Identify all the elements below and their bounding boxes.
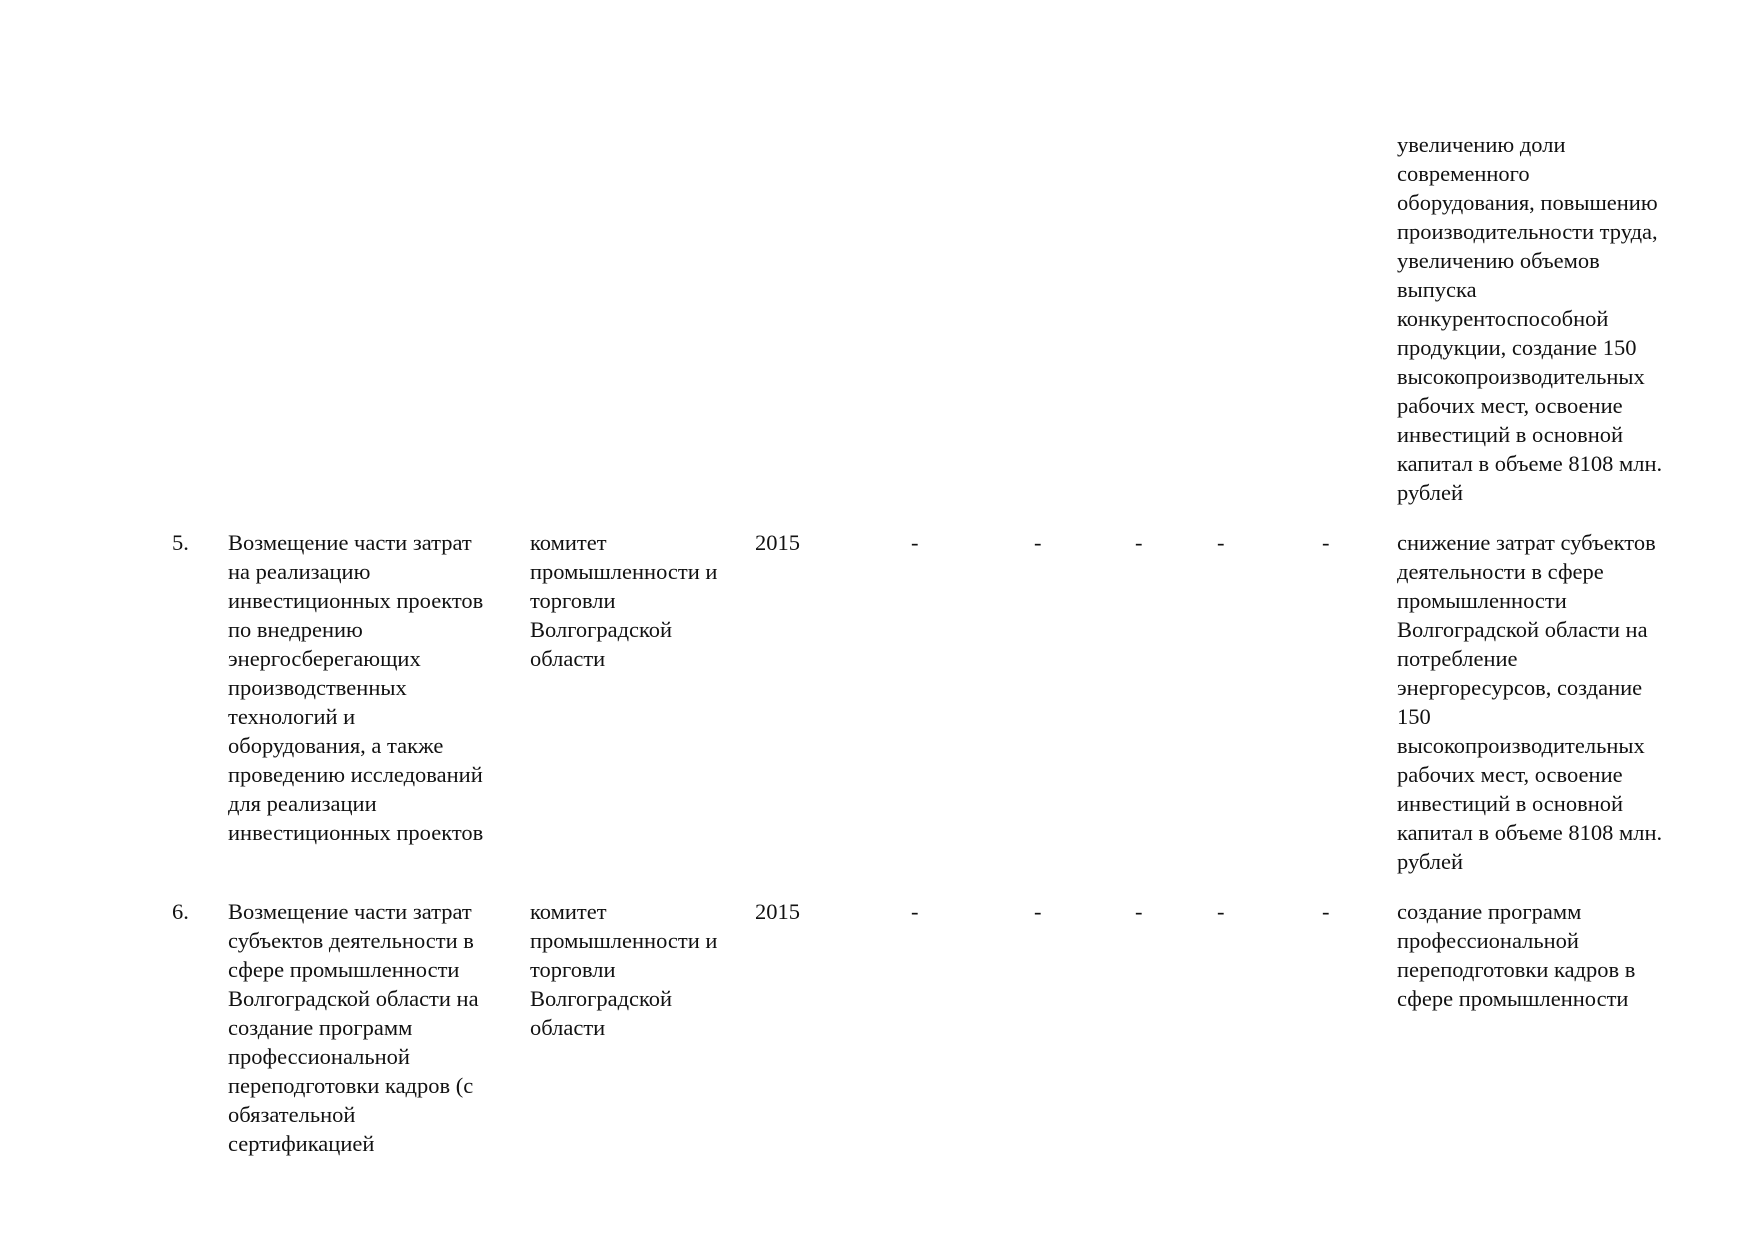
row-number: 6. <box>172 899 189 924</box>
funding-value: - <box>1217 530 1225 555</box>
funding-value: - <box>1135 530 1143 555</box>
funding-value: - <box>1217 899 1225 924</box>
funding-value: - <box>911 530 919 555</box>
expected-result: создание программ профессиональной переподготовки кадров в сфере промышленности <box>1397 899 1636 1011</box>
expected-result: снижение затрат субъектов деятельности в сфере промышленности Волгоградской области на потребление энергоресурсов, создание 150 высокопроизводительных рабочих мест, освоение инвестиций в основной капитал в объеме 8108 млн. рублей <box>1397 530 1663 874</box>
funding-value: - <box>1322 899 1330 924</box>
year: 2015 <box>755 899 800 924</box>
funding-value: - <box>1034 530 1042 555</box>
funding-value: - <box>911 899 919 924</box>
measure-name: Возмещение части затрат субъектов деятельности в сфере промышленности Волгоградской области на создание программ профессиональной переподготовки кадров (с обязательной сертификацией <box>228 899 479 1156</box>
funding-value: - <box>1034 899 1042 924</box>
row-number: 5. <box>172 530 189 555</box>
executor: комитет промышленности и торговли Волгоградской области <box>530 899 718 1040</box>
continuation-result-text: увеличению доли современного оборудования, повышению производительности труда, увеличению объемов выпуска конкурентоспособной продукции, создание 150 высокопроизводительных рабочих мест, освоение инвестиций в основной капитал в объеме 8108 млн. рублей <box>1397 132 1663 505</box>
year: 2015 <box>755 530 800 555</box>
measure-name: Возмещение части затрат на реализацию инвестиционных проектов по внедрению энергосберегающих производственных технологий и оборудования, а также проведению исследований для реализации инвестиционных проектов <box>228 530 484 845</box>
funding-value: - <box>1322 530 1330 555</box>
funding-value: - <box>1135 899 1143 924</box>
executor: комитет промышленности и торговли Волгоградской области <box>530 530 718 671</box>
